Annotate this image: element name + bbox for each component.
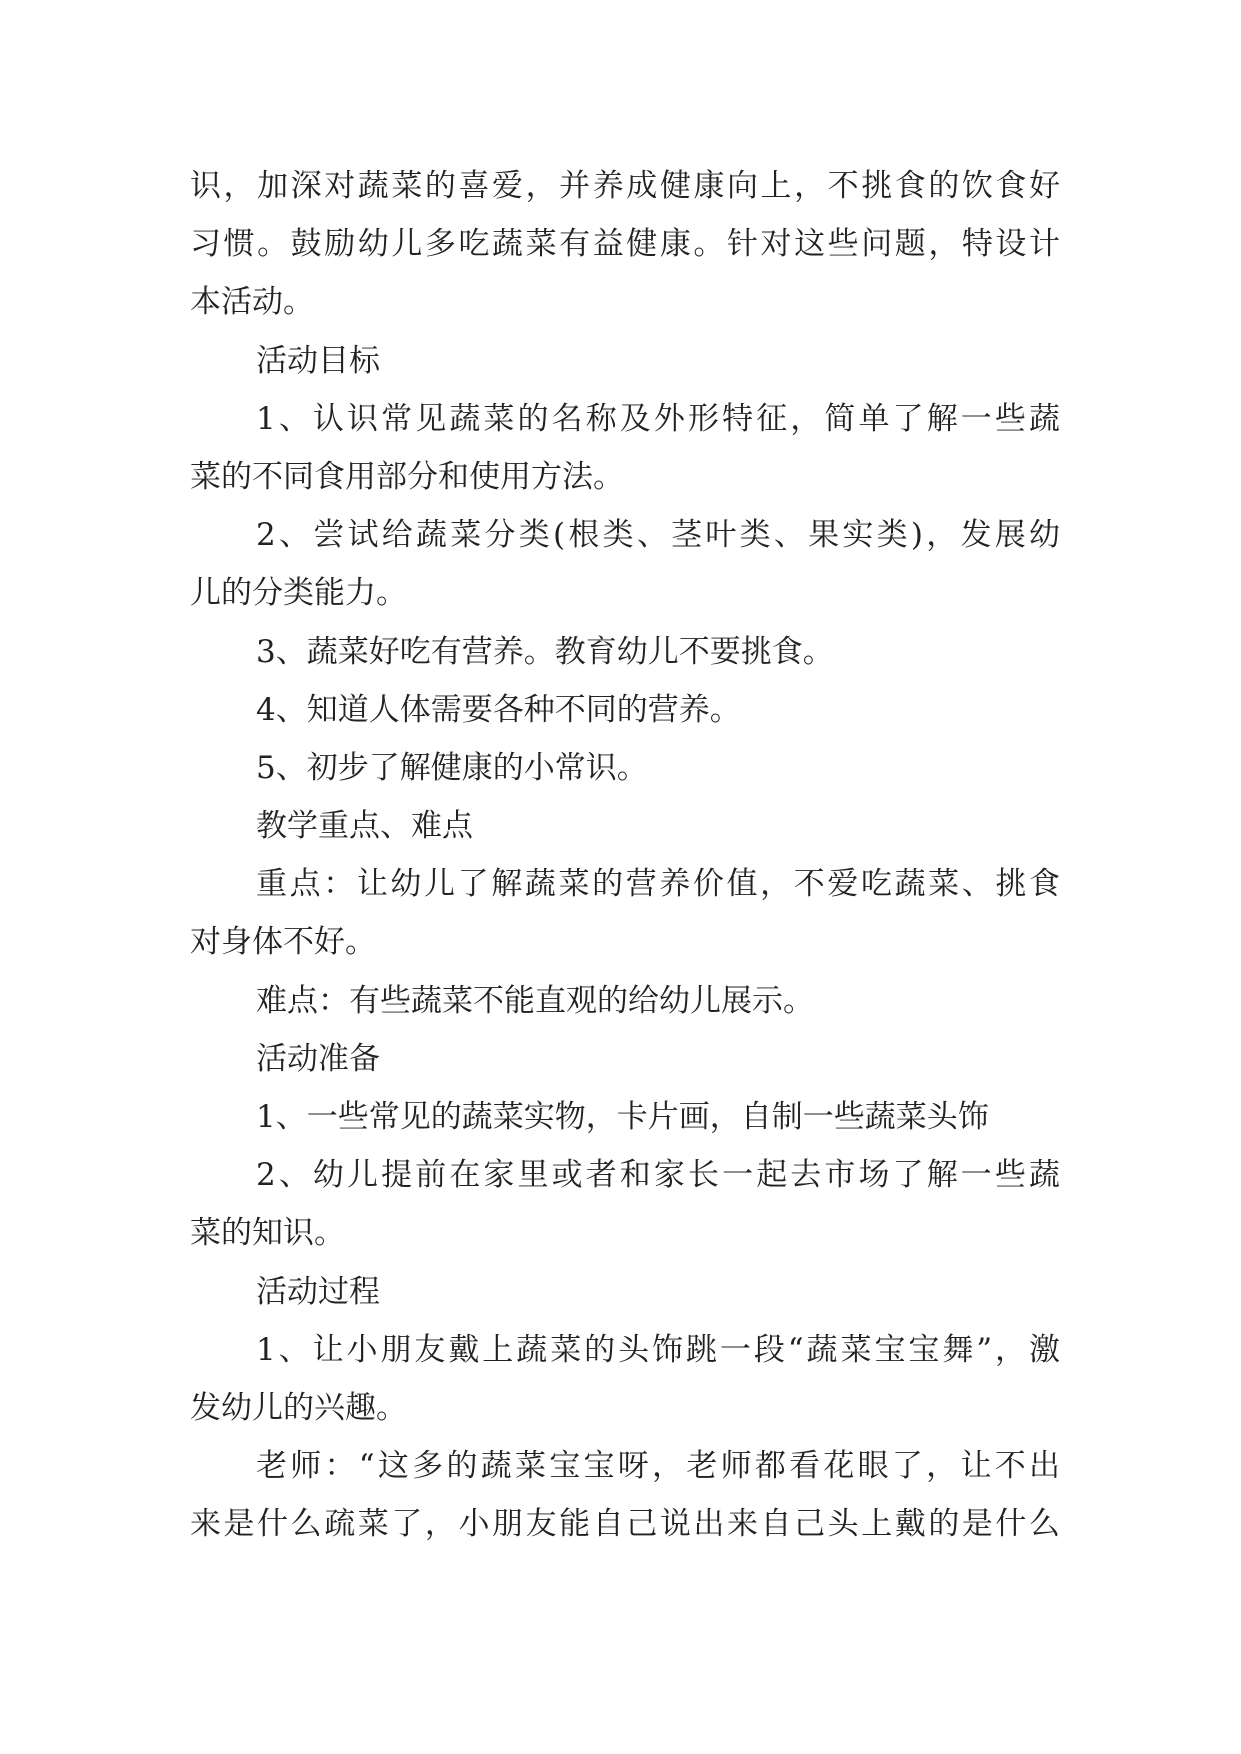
list-item: 5、初步了解健康的小常识。	[256, 749, 648, 786]
section-heading: 教学重点、难点	[256, 808, 473, 845]
section-heading: 活动目标	[256, 342, 380, 379]
text-line: 重点：让幼儿了解蔬菜的营养价值，不爱吃蔬菜、挑食	[256, 866, 1060, 903]
text-line: 来是什么疏菜了，小朋友能自己说出来自己头上戴的是什么	[190, 1506, 1060, 1543]
list-item: 2、尝试给蔬菜分类(根类、茎叶类、果实类)，发展幼	[256, 517, 1060, 554]
text-line: 老师：“这多的蔬菜宝宝呀，老师都看花眼了，让不出	[256, 1448, 1060, 1485]
document-body	[190, 157, 1060, 1554]
list-item: 1、认识常见蔬菜的名称及外形特征，简单了解一些蔬	[256, 400, 1060, 437]
text-line: 本活动。	[190, 284, 314, 321]
text-line: 儿的分类能力。	[190, 575, 407, 612]
list-item: 1、一些常见的蔬菜实物，卡片画，自制一些蔬菜头饰	[256, 1099, 989, 1135]
list-item: 3、蔬菜好吃有营养。教育幼儿不要挑食。	[256, 633, 834, 670]
text-line: 菜的知识。	[190, 1215, 345, 1252]
text-line: 识，加深对蔬菜的喜爱，并养成健康向上，不挑食的饮食好	[190, 168, 1060, 204]
list-item: 4、知道人体需要各种不同的营养。	[256, 691, 741, 728]
text-line: 菜的不同食用部分和使用方法。	[190, 458, 624, 495]
text-line: 发幼儿的兴趣。	[190, 1389, 407, 1426]
section-heading: 活动过程	[256, 1273, 380, 1310]
text-line: 对身体不好。	[190, 924, 376, 961]
list-item: 1、让小朋友戴上蔬菜的头饰跳一段“蔬菜宝宝舞”，激	[256, 1331, 1060, 1368]
text-line: 习惯。鼓励幼儿多吃蔬菜有益健康。针对这些问题，特设计	[190, 226, 1060, 263]
text-line: 难点：有些蔬菜不能直观的给幼儿展示。	[256, 982, 814, 1019]
list-item: 2、幼儿提前在家里或者和家长一起去市场了解一些蔬	[256, 1157, 1060, 1194]
section-heading: 活动准备	[256, 1040, 380, 1077]
